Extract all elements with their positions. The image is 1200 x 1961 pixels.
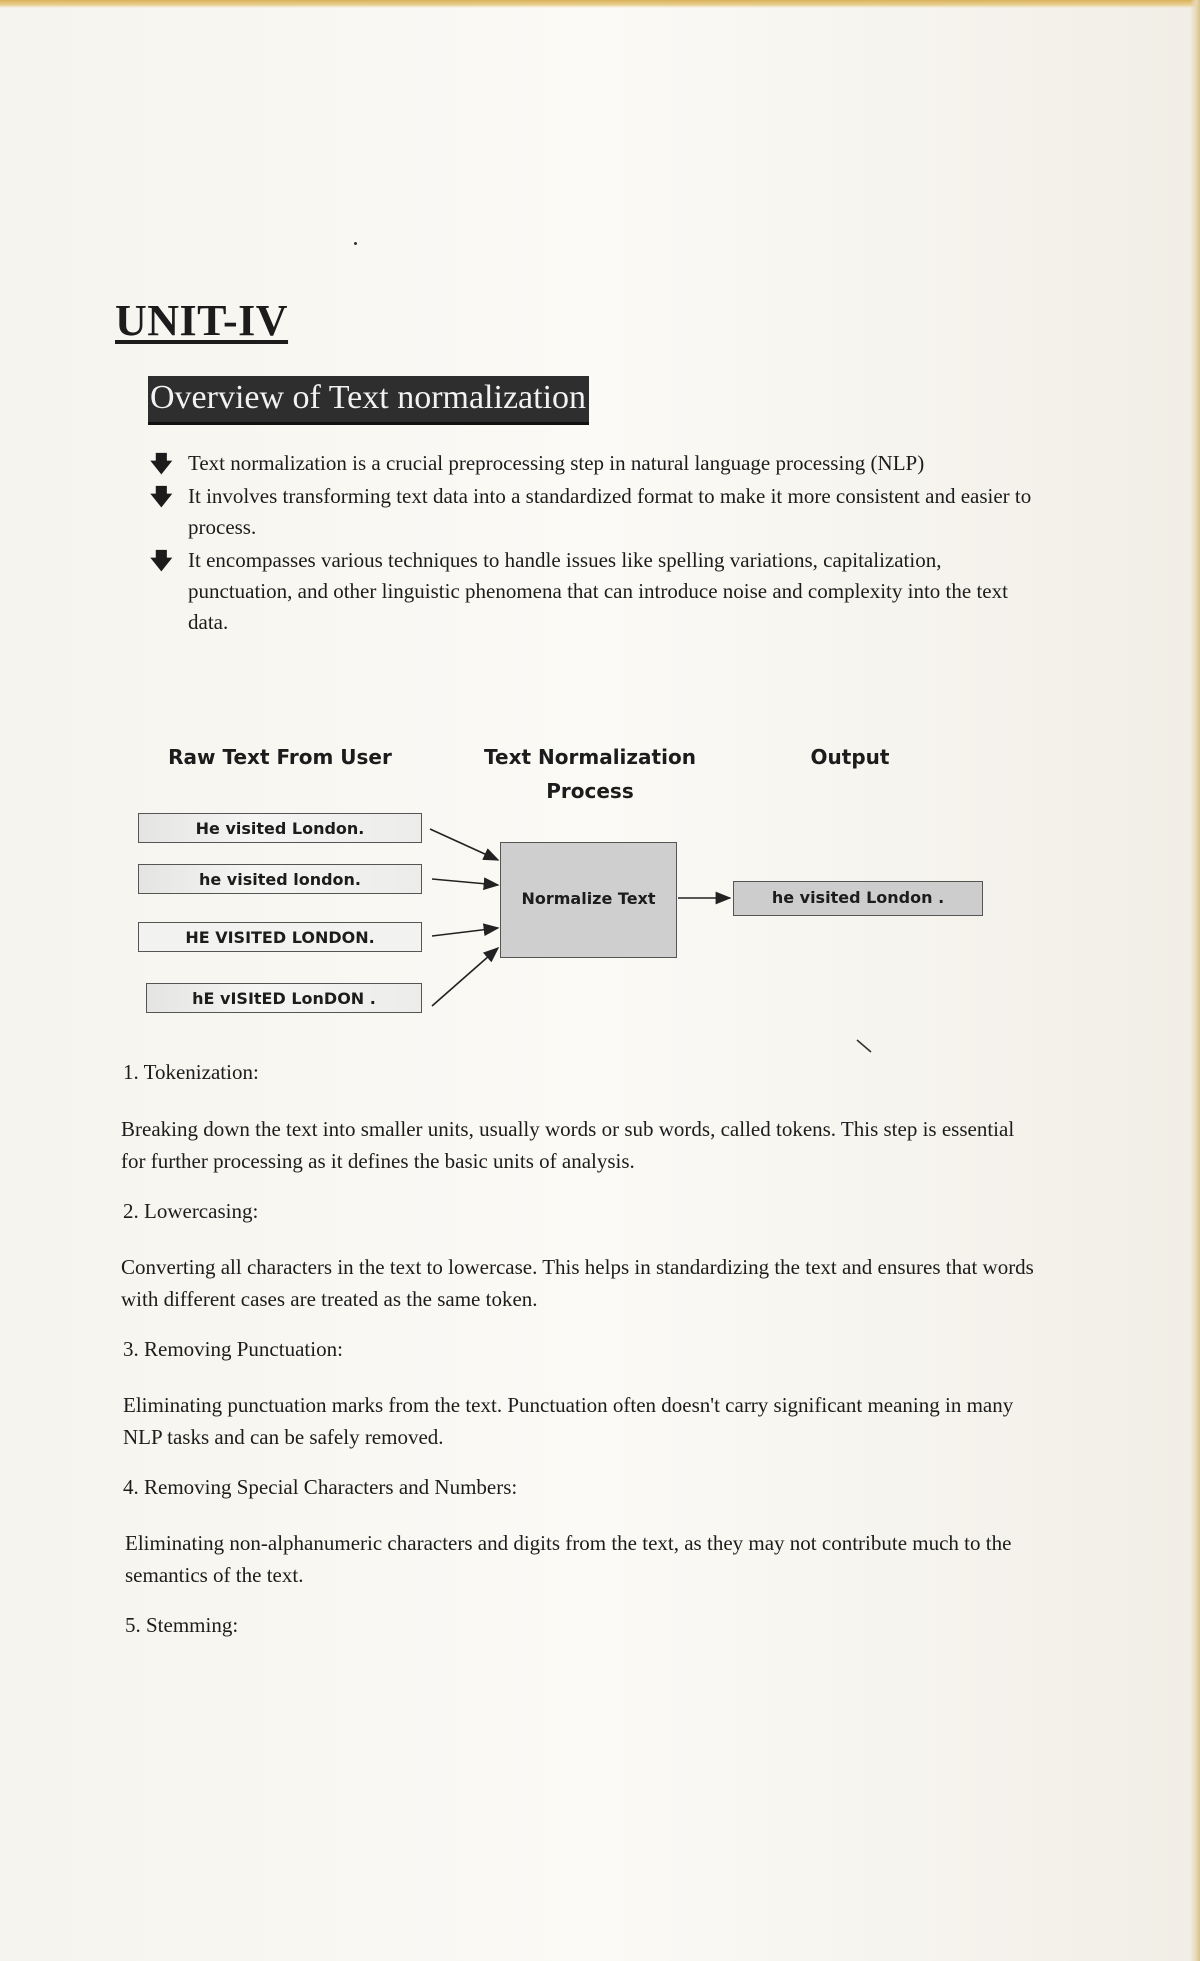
down-arrow-bullet-icon: 🡇: [150, 548, 173, 573]
bullet-text: Text normalization is a crucial preprocessing step in natural language processing (NLP): [188, 451, 925, 475]
step-description: Eliminating punctuation marks from the text. Punctuation often doesn't carry significant meaning in many NLP tasks and can be safely removed.: [123, 1393, 1014, 1449]
step-description: Converting all characters in the text to lowercase. This helps in standardizing the text and ensures that words with different cases are treated as the same token.: [121, 1255, 1034, 1311]
page-right-edge: [1190, 0, 1200, 1961]
arrow-input-4: [432, 948, 498, 1006]
bullet-item: [148, 448, 1048, 479]
page-top-edge: [0, 0, 1200, 8]
step-description: Breaking down the text into smaller units, usually words or sub words, called tokens. This step is essential for further processing as it defines the basic units of analysis.: [121, 1117, 1015, 1173]
raw-text-heading: Raw Text From User: [168, 745, 392, 769]
step-heading: 4. Removing Special Characters and Numbers:: [123, 1475, 518, 1499]
normalize-box: Normalize Text: [500, 842, 677, 958]
arrow-input-1: [430, 829, 498, 860]
step-heading: 5. Stemming:: [125, 1613, 239, 1637]
arrow-input-3: [432, 928, 498, 936]
input-box-4: hE vISItED LonDON .: [146, 983, 422, 1013]
unit-title: UNIT-IV: [115, 296, 289, 345]
diagram-arrows: [130, 740, 1000, 1030]
down-arrow-bullet-icon: 🡇: [150, 484, 173, 509]
bullet-text: It involves transforming text data into a standardized format to make it more consistent and easier to process.: [188, 484, 1032, 539]
paper-speck: [354, 242, 357, 245]
step-heading: 2. Lowercasing:: [123, 1199, 259, 1223]
step-description: Eliminating non-alphanumeric characters and digits from the text, as they may not contribute much to the semantics of the text.: [125, 1531, 1012, 1587]
input-box-3: HE VISITED LONDON.: [138, 922, 422, 952]
bullet-text: It encompasses various techniques to handle issues like spelling variations, capitalization, punctuation, and other linguistic phenomena that can introduce noise and complexity into the text data.: [188, 548, 1008, 634]
bullet-item: [148, 545, 1048, 638]
down-arrow-bullet-icon: 🡇: [150, 451, 173, 476]
stray-pen-mark: [855, 1038, 875, 1058]
normalization-diagram: [130, 740, 1000, 1030]
input-box-1: He visited London.: [138, 813, 422, 843]
output-box: he visited London .: [733, 881, 983, 916]
output-heading: Output: [810, 745, 890, 769]
process-heading: Text Normalization Process: [484, 745, 696, 803]
step-heading: 3. Removing Punctuation:: [123, 1337, 343, 1361]
bullet-list: [148, 448, 1048, 640]
bullet-item: [148, 481, 1048, 543]
step-heading: 1. Tokenization:: [123, 1060, 259, 1084]
input-box-2: he visited london.: [138, 864, 422, 894]
arrow-input-2: [432, 879, 498, 885]
section-title: Overview of Text normalization: [148, 376, 589, 425]
